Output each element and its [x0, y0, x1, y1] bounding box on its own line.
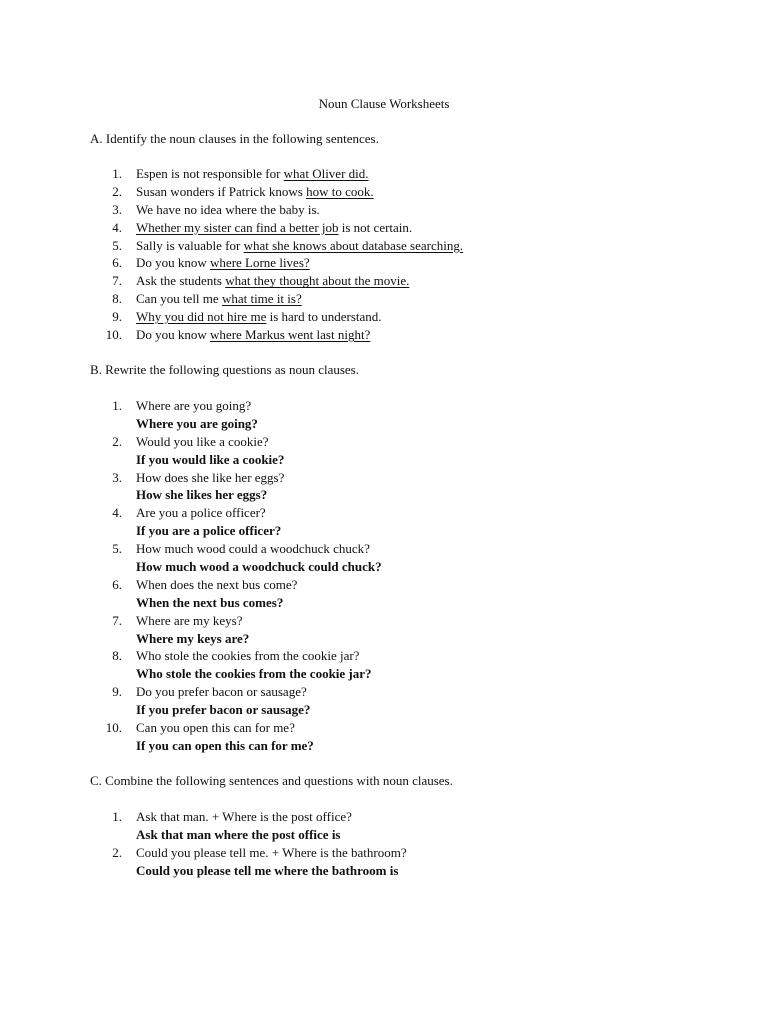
list-item [0, 201, 768, 219]
noun-clause: Why you did not hire me [136, 309, 267, 325]
answer-text: If you prefer bacon or sausage? [136, 702, 311, 718]
list-item [0, 647, 768, 683]
item-sentence: Sally is valuable for what she knows about database searching. [136, 237, 464, 253]
section-a-list [0, 165, 768, 344]
list-item [0, 540, 768, 576]
question-line [0, 433, 768, 451]
list-item [0, 237, 768, 255]
item-number: 6. [112, 255, 122, 271]
item-number: 10. [105, 327, 122, 343]
answer-text: Where you are going? [136, 415, 258, 431]
answer-text: If you would like a cookie? [136, 451, 285, 467]
list-item [0, 219, 768, 237]
question-line [0, 683, 768, 701]
answer-text: How much wood a woodchuck could chuck? [136, 559, 382, 575]
section-b-heading: B. Rewrite the following questions as noun clauses. [90, 362, 359, 377]
noun-clause: Whether my sister can find a better job [136, 219, 339, 235]
noun-clause: what Oliver did. [283, 166, 369, 181]
item-number: 9. [112, 684, 122, 700]
question-text: How much wood could a woodchuck chuck? [136, 541, 370, 557]
question-text: Could you please tell me. + Where is the bathroom? [136, 844, 407, 860]
item-number: 4. [112, 219, 122, 235]
list-item [0, 326, 768, 344]
question-text: How does she like her eggs? [136, 469, 285, 485]
item-number: 7. [112, 612, 122, 628]
item-number: 5. [112, 541, 122, 557]
question-line [0, 647, 768, 665]
item-number: 4. [112, 505, 122, 521]
item-sentence: Ask the students what they thought about the movie. [136, 273, 410, 289]
list-item [0, 844, 768, 880]
item-number: 7. [112, 273, 122, 289]
list-item [0, 612, 768, 648]
answer-text: Could you please tell me where the bathroom is [136, 862, 399, 878]
question-line [0, 719, 768, 737]
answer-text: Who stole the cookies from the cookie jar? [136, 666, 372, 682]
item-number: 3. [112, 201, 122, 217]
section-b-list [0, 397, 768, 755]
question-line [0, 612, 768, 630]
question-text: Would you like a cookie? [136, 433, 269, 449]
section-c-heading: C. Combine the following sentences and questions with noun clauses. [90, 773, 453, 788]
list-item [0, 719, 768, 755]
item-number: 10. [105, 720, 122, 736]
question-text: Where are my keys? [136, 612, 243, 628]
question-line [0, 397, 768, 415]
answer-text: If you are a police officer? [136, 523, 282, 539]
question-text: Ask that man. + Where is the post office? [136, 809, 352, 824]
noun-clause: what they thought about the movie. [225, 273, 410, 289]
section-a-heading: A. Identify the noun clauses in the following sentences. [90, 131, 379, 146]
item-sentence: Do you know where Lorne lives? [136, 255, 310, 271]
item-number: 3. [112, 469, 122, 485]
item-number: 1. [112, 166, 122, 181]
question-text: Where are you going? [136, 398, 252, 413]
question-line [0, 844, 768, 862]
question-text: Are you a police officer? [136, 505, 266, 521]
item-number: 2. [112, 844, 122, 860]
item-number: 8. [112, 648, 122, 664]
item-sentence: Do you know where Markus went last night? [136, 327, 371, 343]
list-item [0, 183, 768, 201]
question-line [0, 504, 768, 522]
question-text: Do you prefer bacon or sausage? [136, 684, 307, 700]
item-sentence: Susan wonders if Patrick knows how to cook. [136, 183, 374, 199]
list-item [0, 504, 768, 540]
list-item [0, 433, 768, 469]
question-text: Can you open this can for me? [136, 720, 295, 736]
item-sentence: Whether my sister can find a better job is not certain. [136, 219, 413, 235]
noun-clause: where Markus went last night? [210, 327, 371, 343]
answer-text: Where my keys are? [136, 630, 250, 646]
item-number: 2. [112, 433, 122, 449]
page-title: Noun Clause Worksheets [318, 96, 450, 111]
list-item [0, 290, 768, 308]
answer-text: When the next bus comes? [136, 594, 284, 610]
list-item [0, 254, 768, 272]
list-item [0, 576, 768, 612]
list-item [0, 683, 768, 719]
answer-text: If you can open this can for me? [136, 737, 314, 753]
item-number: 2. [112, 183, 122, 199]
question-text: When does the next bus come? [136, 576, 298, 592]
question-text: Who stole the cookies from the cookie jar? [136, 648, 360, 664]
noun-clause: where Lorne lives? [210, 255, 310, 271]
item-number: 1. [112, 809, 122, 824]
question-line [0, 576, 768, 594]
list-item [0, 165, 768, 183]
question-line [0, 469, 768, 487]
item-sentence: We have no idea where the baby is. [136, 201, 320, 217]
list-item [0, 808, 768, 844]
item-number: 9. [112, 309, 122, 325]
answer-text: How she likes her eggs? [136, 487, 268, 503]
list-item [0, 272, 768, 290]
noun-clause: what she knows about database searching. [243, 237, 464, 253]
noun-clause: what time it is? [221, 291, 302, 307]
item-sentence: Can you tell me what time it is? [136, 291, 302, 307]
item-sentence: Why you did not hire me is hard to understand. [136, 309, 382, 325]
answer-text: Ask that man where the post office is [136, 826, 341, 842]
noun-clause: how to cook. [306, 183, 374, 199]
list-item [0, 397, 768, 433]
list-item [0, 308, 768, 326]
question-line [0, 808, 768, 826]
item-number: 1. [112, 398, 122, 413]
item-number: 5. [112, 237, 122, 253]
question-line [0, 540, 768, 558]
list-item [0, 469, 768, 505]
item-sentence: Espen is not responsible for what Oliver did. [136, 166, 369, 181]
item-number: 8. [112, 291, 122, 307]
section-c-list [0, 808, 768, 880]
item-number: 6. [112, 576, 122, 592]
